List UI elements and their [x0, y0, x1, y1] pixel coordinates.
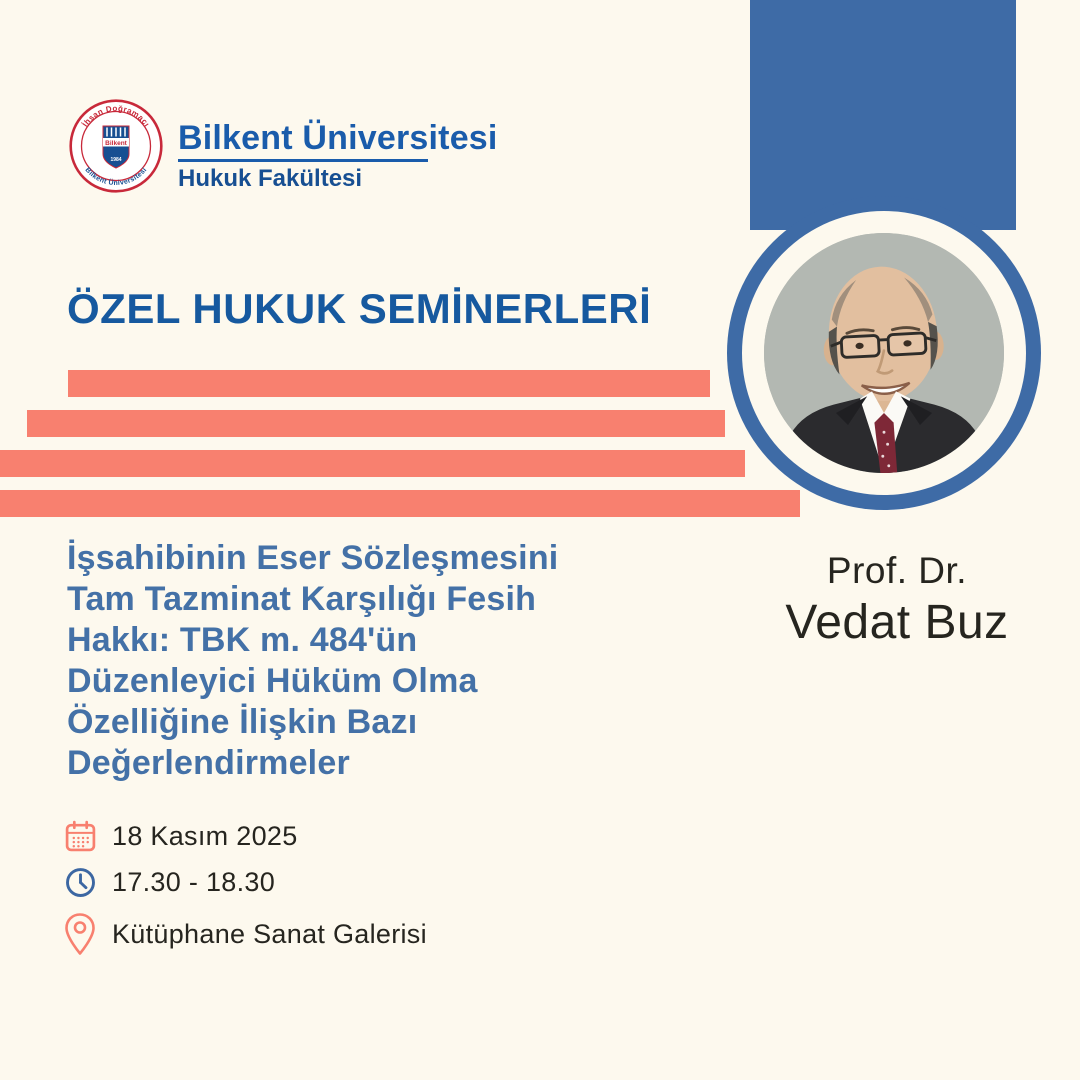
speaker-block — [740, 550, 1054, 650]
logo-divider-rule — [178, 159, 428, 162]
logo-text-block — [178, 98, 498, 192]
stripe-decoration — [27, 410, 725, 437]
stripe-decoration — [68, 370, 710, 397]
speaker-portrait-illustration — [764, 233, 1004, 473]
speaker-name: Vedat Buz — [785, 596, 1009, 649]
event-time: 17.30 - 18.30 — [112, 866, 276, 897]
talk-title-line: Düzenleyici Hüküm Olma — [67, 662, 478, 700]
talk-title-line: Hakkı: TBK m. 484'ün — [67, 621, 418, 659]
talk-title — [67, 538, 707, 784]
event-time-row — [62, 864, 427, 900]
svg-text:Bilkent Üniversitesi: Bilkent Üniversitesi — [83, 166, 149, 187]
event-date-row — [62, 818, 427, 854]
stripe-decoration — [0, 450, 745, 477]
stripe-decoration — [0, 490, 800, 517]
event-date: 18 Kasım 2025 — [112, 820, 298, 851]
university-logo-lockup — [68, 98, 498, 194]
talk-title-line: Değerlendirmeler — [67, 744, 350, 782]
talk-title-line: Özelliğine İlişkin Bazı — [67, 703, 418, 741]
speaker-academic-title: Prof. Dr. — [826, 550, 968, 591]
faculty-name: Hukuk Fakültesi — [178, 165, 363, 192]
clock-icon — [62, 866, 98, 899]
event-location-row — [62, 910, 427, 958]
calendar-icon — [62, 820, 98, 853]
location-pin-icon — [62, 912, 98, 957]
speaker-photo-ring — [742, 211, 1026, 495]
svg-text:İhsan Doğramacı: İhsan Doğramacı — [80, 103, 152, 129]
svg-text:Bilkent: Bilkent — [105, 139, 127, 147]
university-seal-logo — [68, 98, 164, 194]
event-location: Kütüphane Sanat Galerisi — [112, 918, 427, 949]
speaker-photo-frame — [727, 196, 1041, 510]
series-title: ÖZEL HUKUK SEMİNERLERİ — [67, 285, 652, 332]
talk-title-line: İşsahibinin Eser Sözleşmesini — [67, 539, 559, 577]
talk-title-line: Tam Tazminat Karşılığı Fesih — [67, 580, 537, 618]
speaker-photo — [764, 233, 1004, 473]
university-name: Bilkent Üniversitesi — [178, 119, 498, 157]
svg-text:1984: 1984 — [110, 157, 122, 163]
event-details — [62, 818, 427, 968]
